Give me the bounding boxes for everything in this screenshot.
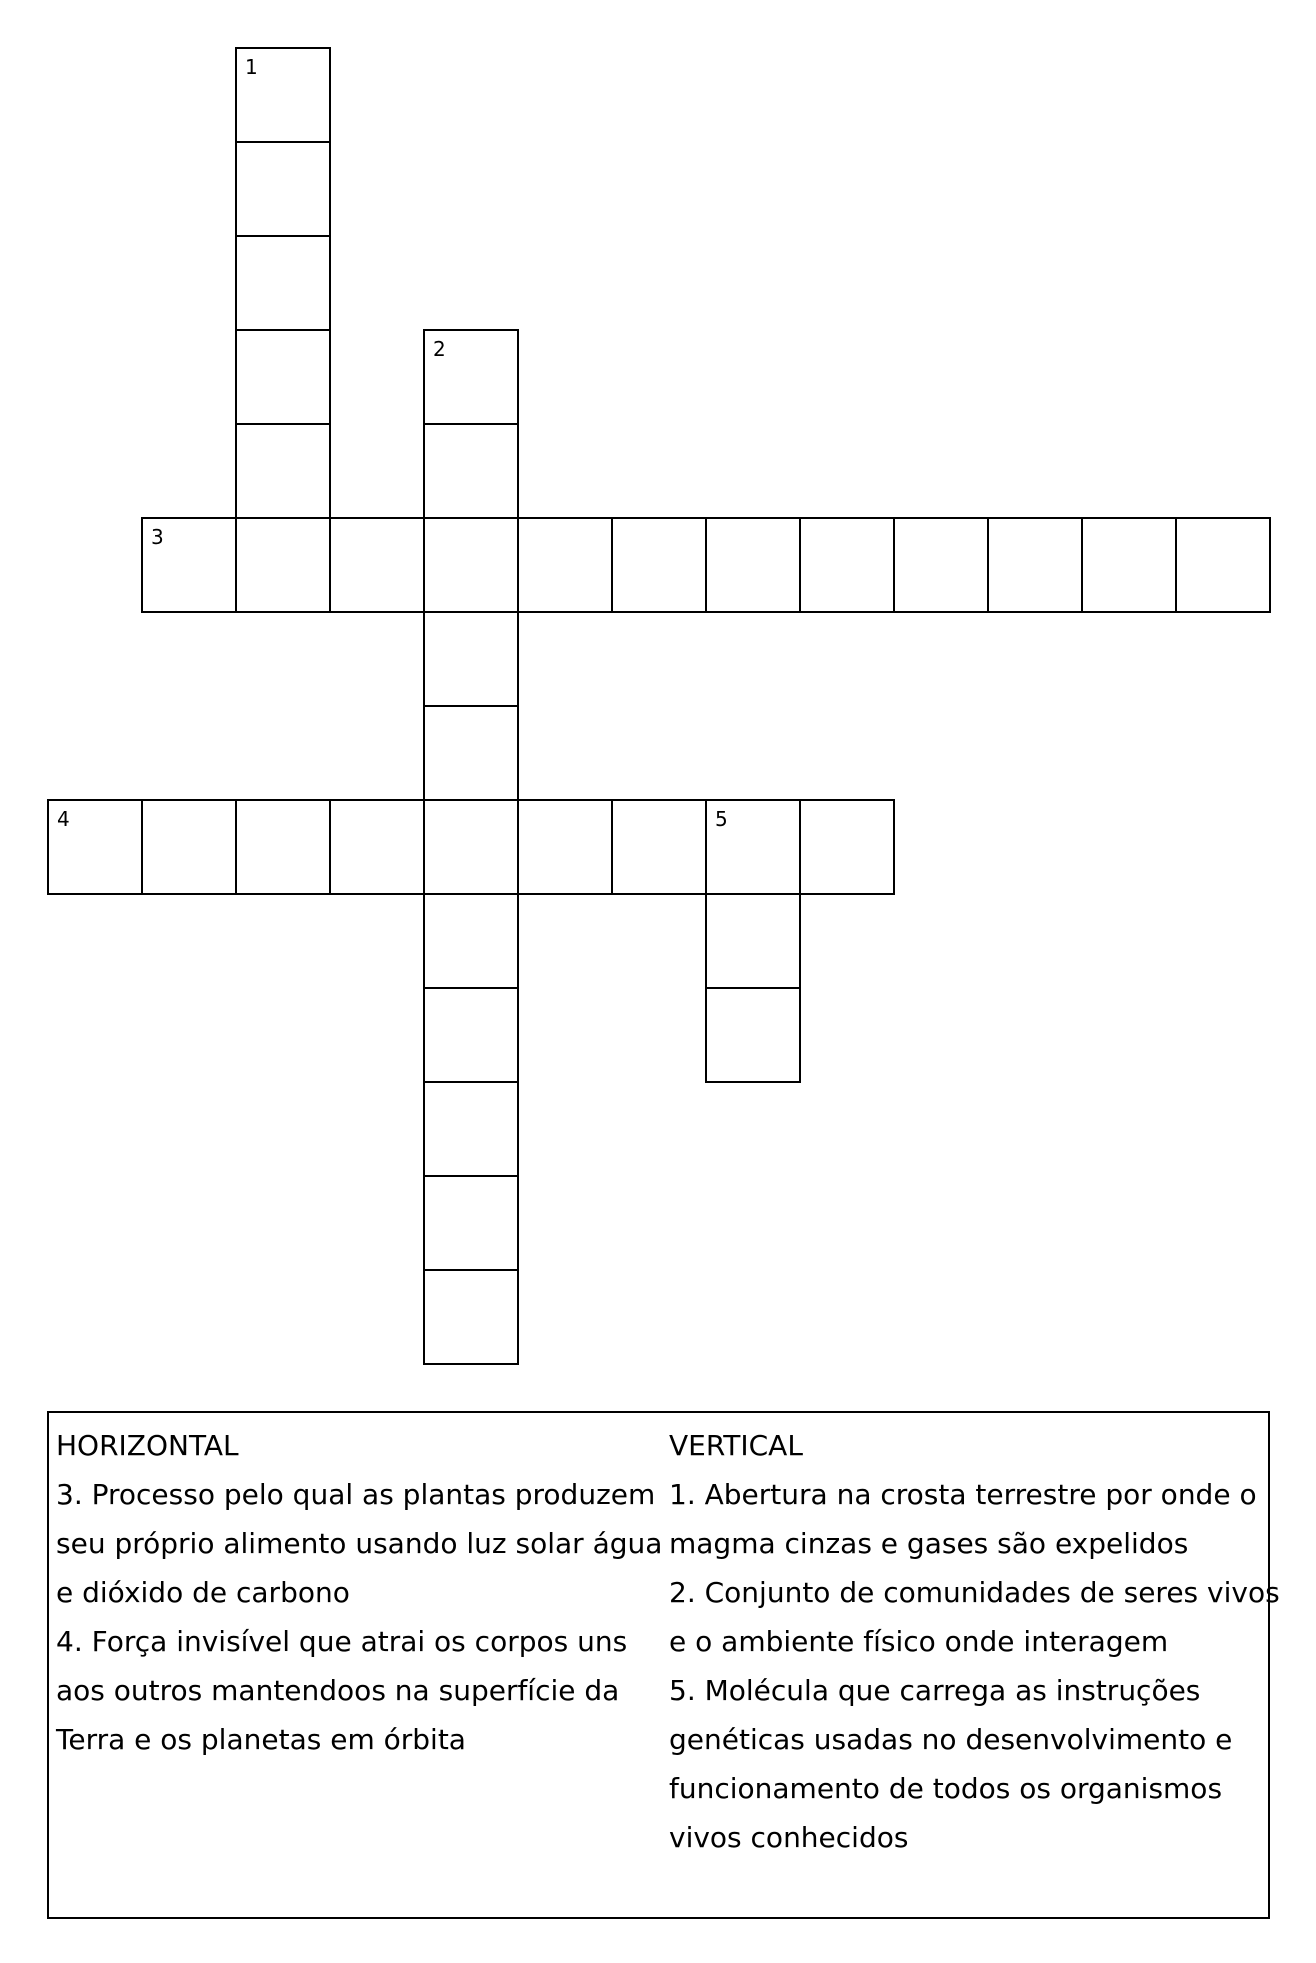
crossword-cell[interactable] [141, 799, 237, 895]
horizontal-clues [56, 1421, 663, 1764]
clue-line: vivos conhecidos [669, 1821, 909, 1854]
clue-line: magma cinzas e gases são expelidos [669, 1527, 1189, 1560]
crossword-cell[interactable] [423, 611, 519, 707]
crossword-cell[interactable] [235, 517, 331, 613]
clue-line: 1. Abertura na crosta terrestre por onde o [669, 1478, 1257, 1511]
clue-number: 1 [245, 55, 258, 79]
crossword-cell[interactable] [423, 1081, 519, 1177]
clue-line: 3. Processo pelo qual as plantas produzem [56, 1478, 656, 1511]
clue-line: 4. Força invisível que atrai os corpos uns [56, 1625, 628, 1658]
crossword-cell[interactable] [799, 517, 895, 613]
crossword-cell[interactable] [47, 799, 143, 895]
crossword-cell[interactable] [1081, 517, 1177, 613]
crossword-cell[interactable] [423, 423, 519, 519]
crossword-cell[interactable] [235, 423, 331, 519]
crossword-cell[interactable] [423, 893, 519, 989]
clue-line: genéticas usadas no desenvolvimento e [669, 1723, 1233, 1756]
crossword-cell[interactable] [517, 799, 613, 895]
crossword-cell[interactable] [423, 705, 519, 801]
clue-line: seu próprio alimento usando luz solar água [56, 1527, 663, 1560]
crossword-cell[interactable] [705, 893, 801, 989]
crossword-cell[interactable] [235, 329, 331, 425]
crossword-cell[interactable] [517, 517, 613, 613]
crossword-cell[interactable] [1175, 517, 1271, 613]
clue-line: e dióxido de carbono [56, 1576, 350, 1609]
crossword-cell[interactable] [705, 987, 801, 1083]
crossword-cell[interactable] [705, 799, 801, 895]
crossword-cell[interactable] [799, 799, 895, 895]
crossword-cell[interactable] [423, 517, 519, 613]
crossword-cell[interactable] [141, 517, 237, 613]
clue-line: aos outros mantendoos na superfície da [56, 1674, 620, 1707]
clue-line: Terra e os planetas em órbita [56, 1723, 466, 1756]
vertical-clues [669, 1421, 1280, 1862]
crossword-cell[interactable] [423, 1269, 519, 1365]
clue-number: 2 [433, 337, 446, 361]
crossword-cell[interactable] [235, 799, 331, 895]
clues-box [47, 1411, 1280, 1919]
clue-line: 2. Conjunto de comunidades de seres vivos [669, 1576, 1280, 1609]
crossword-cell[interactable] [893, 517, 989, 613]
clue-number: 5 [715, 807, 728, 831]
crossword-cell[interactable] [423, 1175, 519, 1271]
horizontal-heading: HORIZONTAL [56, 1429, 239, 1462]
crossword-cell[interactable] [329, 517, 425, 613]
crossword-cell[interactable] [987, 517, 1083, 613]
clue-line: funcionamento de todos os organismos [669, 1772, 1223, 1805]
vertical-heading: VERTICAL [669, 1429, 803, 1462]
crossword-cell[interactable] [611, 517, 707, 613]
clue-line: 5. Molécula que carrega as instruções [669, 1674, 1201, 1707]
crossword-cell[interactable] [423, 987, 519, 1083]
crossword-cell[interactable] [611, 799, 707, 895]
clue-number: 4 [57, 807, 70, 831]
clue-number: 3 [151, 525, 164, 549]
crossword-cell[interactable] [329, 799, 425, 895]
crossword-cell[interactable] [235, 235, 331, 331]
crossword-cell[interactable] [705, 517, 801, 613]
clue-line: e o ambiente físico onde interagem [669, 1625, 1169, 1658]
crossword-cell[interactable] [235, 141, 331, 237]
crossword-cell[interactable] [235, 47, 331, 143]
crossword-cell[interactable] [423, 329, 519, 425]
crossword-cell[interactable] [423, 799, 519, 895]
